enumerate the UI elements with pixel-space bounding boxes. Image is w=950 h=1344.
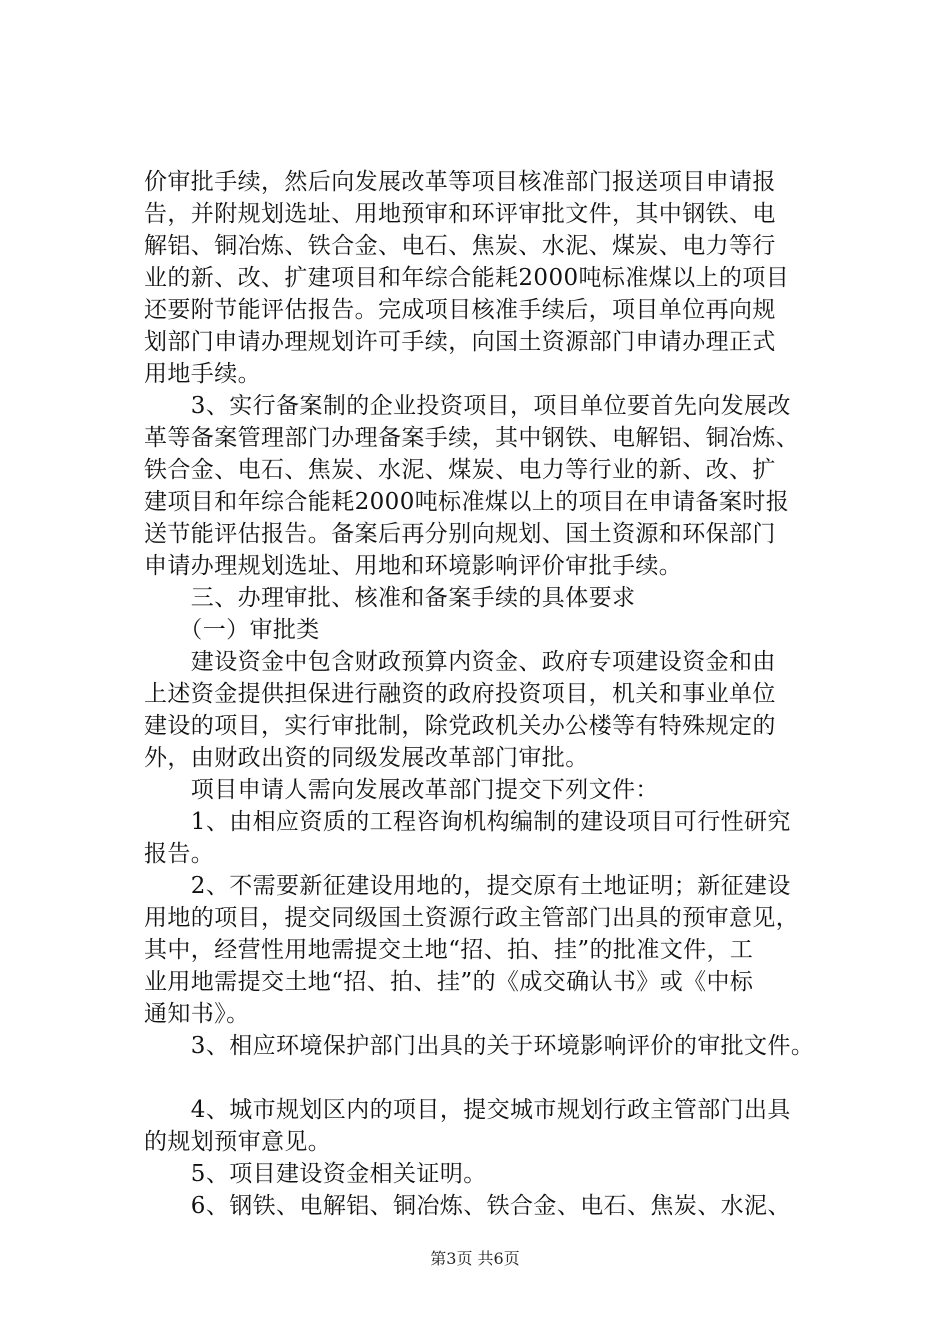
text-line: 通知书》。: [144, 1001, 250, 1027]
text-line: 项目申请人需向发展改革部门提交下列文件：: [144, 777, 659, 803]
text-line: 的规划预审意见。: [144, 1129, 332, 1155]
text-line: 3、相应环境保护部门出具的关于环境影响评价的审批文件。: [144, 1033, 815, 1059]
document-body: [144, 166, 844, 1222]
text-line: 1、由相应资质的工程咨询机构编制的建设项目可行性研究: [144, 809, 791, 835]
text-line: 告，并附规划选址、用地预审和环评审批文件，其中钢铁、电: [144, 201, 776, 227]
text-line: 4、城市规划区内的项目，提交城市规划行政主管部门出具: [144, 1097, 791, 1123]
text-line: 2、不需要新征建设用地的，提交原有土地证明；新征建设: [144, 873, 791, 899]
text-line: 建项目和年综合能耗2000吨标准煤以上的项目在申请备案时报: [144, 489, 790, 515]
text-line: 业用地需提交土地“招、拍、挂”的《成交确认书》或《中标: [144, 969, 754, 995]
text-line: 6、钢铁、电解铝、铜冶炼、铁合金、电石、焦炭、水泥、: [144, 1193, 791, 1219]
text-line: 划部门申请办理规划许可手续，向国土资源部门申请办理正式: [144, 329, 776, 355]
text-line: 3、实行备案制的企业投资项目，项目单位要首先向发展改: [144, 393, 791, 419]
text-line: 申请办理规划选址、用地和环境影响评价审批手续。: [144, 553, 683, 579]
text-line: 建设资金中包含财政预算内资金、政府专项建设资金和由: [144, 649, 776, 675]
text-line: 上述资金提供担保进行融资的政府投资项目，机关和事业单位: [144, 681, 776, 707]
text-line: 其中，经营性用地需提交土地“招、拍、挂”的批准文件，工: [144, 937, 754, 963]
page-number-footer: 第3页 共6页: [430, 1249, 520, 1268]
blank-line: [144, 1062, 844, 1094]
text-line: 用地手续。: [144, 361, 261, 387]
subsection-heading: （一）审批类: [144, 617, 320, 643]
text-line: 报告。: [144, 841, 215, 867]
text-line: 解铝、铜冶炼、铁合金、电石、焦炭、水泥、煤炭、电力等行: [144, 233, 776, 259]
text-line: 建设的项目，实行审批制，除党政机关办公楼等有特殊规定的: [144, 713, 776, 739]
section-heading: 三、办理审批、核准和备案手续的具体要求: [144, 585, 636, 611]
text-line: 革等备案管理部门办理备案手续，其中钢铁、电解铝、铜冶炼、: [144, 425, 800, 451]
text-line: 5、项目建设资金相关证明。: [144, 1161, 487, 1187]
text-line: 送节能评估报告。备案后再分别向规划、国土资源和环保部门: [144, 521, 776, 547]
text-line: 还要附节能评估报告。完成项目核准手续后，项目单位再向规: [144, 297, 776, 323]
text-line: 外，由财政出资的同级发展改革部门审批。: [144, 745, 589, 771]
text-line: 用地的项目，提交同级国土资源行政主管部门出具的预审意见，: [144, 905, 800, 931]
text-line: 价审批手续，然后向发展改革等项目核准部门报送项目申请报: [144, 169, 776, 195]
text-line: 业的新、改、扩建项目和年综合能耗2000吨标准煤以上的项目: [144, 265, 790, 291]
text-line: 铁合金、电石、焦炭、水泥、煤炭、电力等行业的新、改、扩: [144, 457, 776, 483]
